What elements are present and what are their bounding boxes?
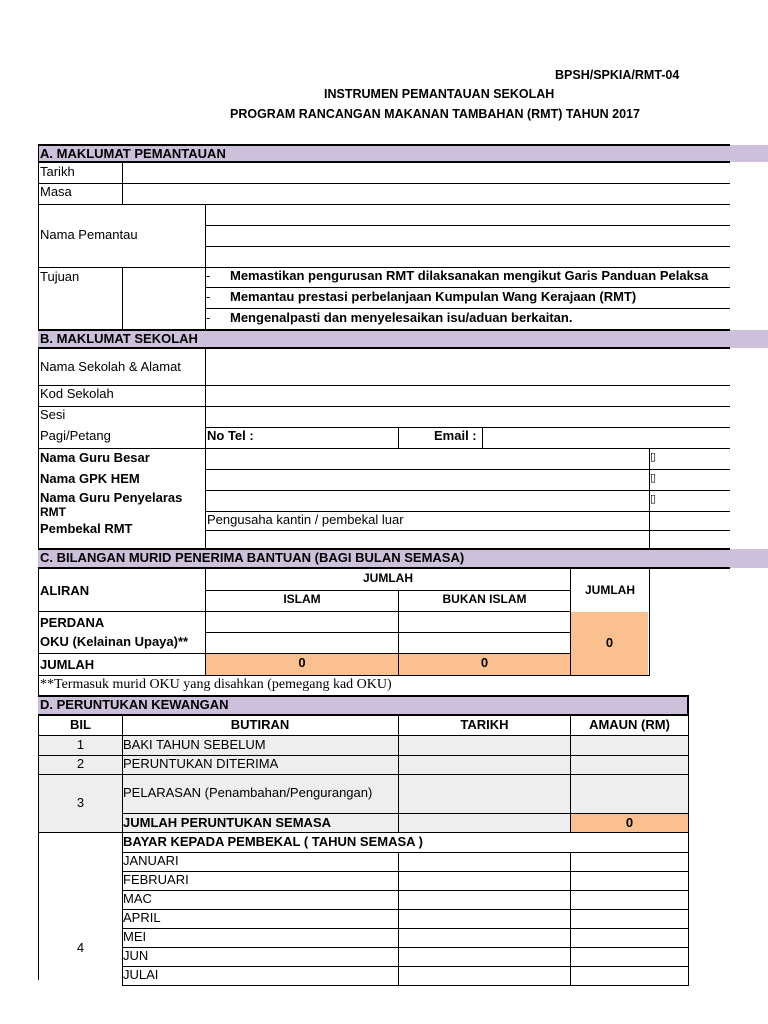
row3-amaun-input[interactable] [572, 776, 687, 812]
gpk-hem-label: Nama GPK HEM [40, 471, 140, 486]
perdana-islam-input[interactable] [207, 613, 397, 631]
gpk-hem-input[interactable] [207, 471, 648, 489]
pagi-petang-label: Pagi/Petang [40, 428, 111, 443]
month-april: APRIL [123, 910, 161, 925]
row1-butiran: BAKI TAHUN SEBELUM [123, 737, 266, 752]
total-islam-value: 0 [298, 655, 306, 670]
jumlah-peruntukan-label: JUMLAH PERUNTUKAN SEMASA [123, 815, 332, 830]
bayar-pembekal-label: BAYAR KEPADA PEMBEKAL ( TAHUN SEMASA ) [123, 834, 423, 849]
nama-sekolah-input[interactable] [207, 351, 728, 384]
masa-label: Masa [40, 184, 72, 199]
section-c-header: C. BILANGAN MURID PENERIMA BANTUAN (BAGI BULAN SEMASA) [38, 548, 730, 569]
footnote: **Termasuk murid OKU yang disahkan (pemegang kad OKU) [40, 677, 392, 692]
perdana-bukan-islam-input[interactable] [400, 613, 569, 631]
total-bukan-islam-value: 0 [480, 655, 489, 670]
jumlah-row-label: JUMLAH [40, 657, 95, 672]
bukan-islam-header: BUKAN ISLAM [442, 592, 527, 606]
row3-butiran: PELARASAN (Penambahan/Pengurangan) [123, 785, 373, 800]
oku-bukan-islam-input[interactable] [400, 634, 569, 652]
col-butiran-header: BUTIRAN [230, 717, 290, 732]
email-label: Email : [434, 428, 477, 443]
kod-sekolah-label: Kod Sekolah [40, 386, 114, 401]
form-code: BPSH/SPKIA/RMT-04 [555, 68, 680, 82]
row1-bil: 1 [76, 737, 85, 752]
section-a-overflow [730, 145, 768, 162]
guru-penyelaras-label: Nama Guru Penyelaras [40, 490, 183, 505]
row3-tarikh-input[interactable] [400, 776, 569, 812]
pembekal-rmt-label: Pembekal RMT [40, 521, 133, 536]
guru-besar-input[interactable] [207, 450, 648, 468]
tujuan-dash-2: - [206, 289, 211, 304]
month-mei: MEI [123, 929, 147, 944]
row1-amaun-input[interactable] [572, 737, 687, 754]
month-februari: FEBRUARI [123, 872, 189, 887]
col-amaun-header: AMAUN (RM) [589, 717, 670, 732]
page-subtitle: PROGRAM RANCANGAN MAKANAN TAMBAHAN (RMT) TAHUN 2017 [230, 107, 640, 121]
tujuan-dash-3: - [206, 310, 211, 325]
no-tel-label: No Tel : [207, 428, 254, 443]
month-julai: JULAI [123, 967, 159, 982]
tarikh-input[interactable] [123, 164, 728, 182]
jumlah-peruntukan-value: 0 [625, 815, 634, 830]
tujuan-label: Tujuan [40, 269, 80, 284]
jumlah-col-header: JUMLAH [585, 583, 635, 597]
nama-pemantau-input-2[interactable] [207, 227, 728, 245]
tujuan-item-2: Memantau prestasi perbelanjaan Kumpulan Wang Kerajaan (RMT) [230, 289, 637, 304]
tujuan-item-3: Mengenalpasti dan menyelesaikan isu/aduan berkaitan. [230, 310, 573, 325]
phone-icon: ▯ [650, 493, 657, 505]
month-jun: JUN [123, 948, 149, 963]
masa-input[interactable] [123, 184, 728, 203]
nama-pemantau-input-3[interactable] [207, 248, 728, 266]
grand-total-value: 0 [605, 635, 614, 650]
rmt-label: RMT [40, 505, 66, 519]
page-title: INSTRUMEN PEMANTAUAN SEKOLAH [324, 87, 555, 101]
row1-tarikh-input[interactable] [400, 737, 569, 754]
month-januari: JANUARI [123, 853, 179, 868]
section-b-overflow [730, 330, 768, 348]
phone-icon: ▯ [650, 451, 657, 463]
row3-bil: 3 [76, 795, 85, 810]
aliran-header: ALIRAN [40, 583, 90, 598]
pembekal-rmt-input[interactable] [207, 532, 647, 548]
islam-header: ISLAM [283, 592, 321, 606]
pembekal-rmt-value: Pengusaha kantin / pembekal luar [207, 512, 404, 527]
guru-besar-label: Nama Guru Besar [40, 450, 150, 465]
tujuan-dash-1: - [206, 268, 211, 283]
oku-islam-input[interactable] [207, 634, 397, 652]
tarikh-label: Tarikh [40, 164, 75, 179]
row2-butiran: PERUNTUKAN DITERIMA [123, 756, 279, 771]
row4-bil: 4 [76, 940, 85, 955]
row2-bil: 2 [76, 756, 85, 771]
month-mac: MAC [123, 891, 152, 906]
tujuan-item-1: Memastikan pengurusan RMT dilaksanakan mengikut Garis Panduan Pelaksa [230, 268, 709, 283]
row2-amaun-input[interactable] [572, 756, 687, 773]
jumlah-group-header: JUMLAH [363, 571, 413, 585]
nama-sekolah-label: Nama Sekolah & Alamat [40, 359, 181, 374]
kod-sekolah-input[interactable] [207, 387, 728, 405]
row2-tarikh-input[interactable] [400, 756, 569, 773]
section-c-overflow [730, 549, 768, 568]
section-a-header: A. MAKLUMAT PEMANTAUAN [38, 144, 730, 163]
perdana-label: PERDANA [40, 615, 105, 630]
col-tarikh-header: TARIKH [460, 717, 509, 732]
nama-pemantau-input-1[interactable] [207, 206, 728, 224]
email-input[interactable] [484, 429, 728, 446]
guru-penyelaras-input[interactable] [207, 492, 648, 510]
section-d-header: D. PERUNTUKAN KEWANGAN [38, 695, 689, 716]
sesi-label: Sesi [40, 407, 66, 422]
nama-pemantau-label: Nama Pemantau [40, 227, 138, 242]
phone-icon: ▯ [650, 472, 657, 484]
oku-label: OKU (Kelainan Upaya)** [40, 634, 189, 649]
section-b-header: B. MAKLUMAT SEKOLAH [38, 329, 730, 349]
col-bil-header: BIL [70, 717, 91, 732]
sesi-input[interactable] [207, 408, 728, 426]
